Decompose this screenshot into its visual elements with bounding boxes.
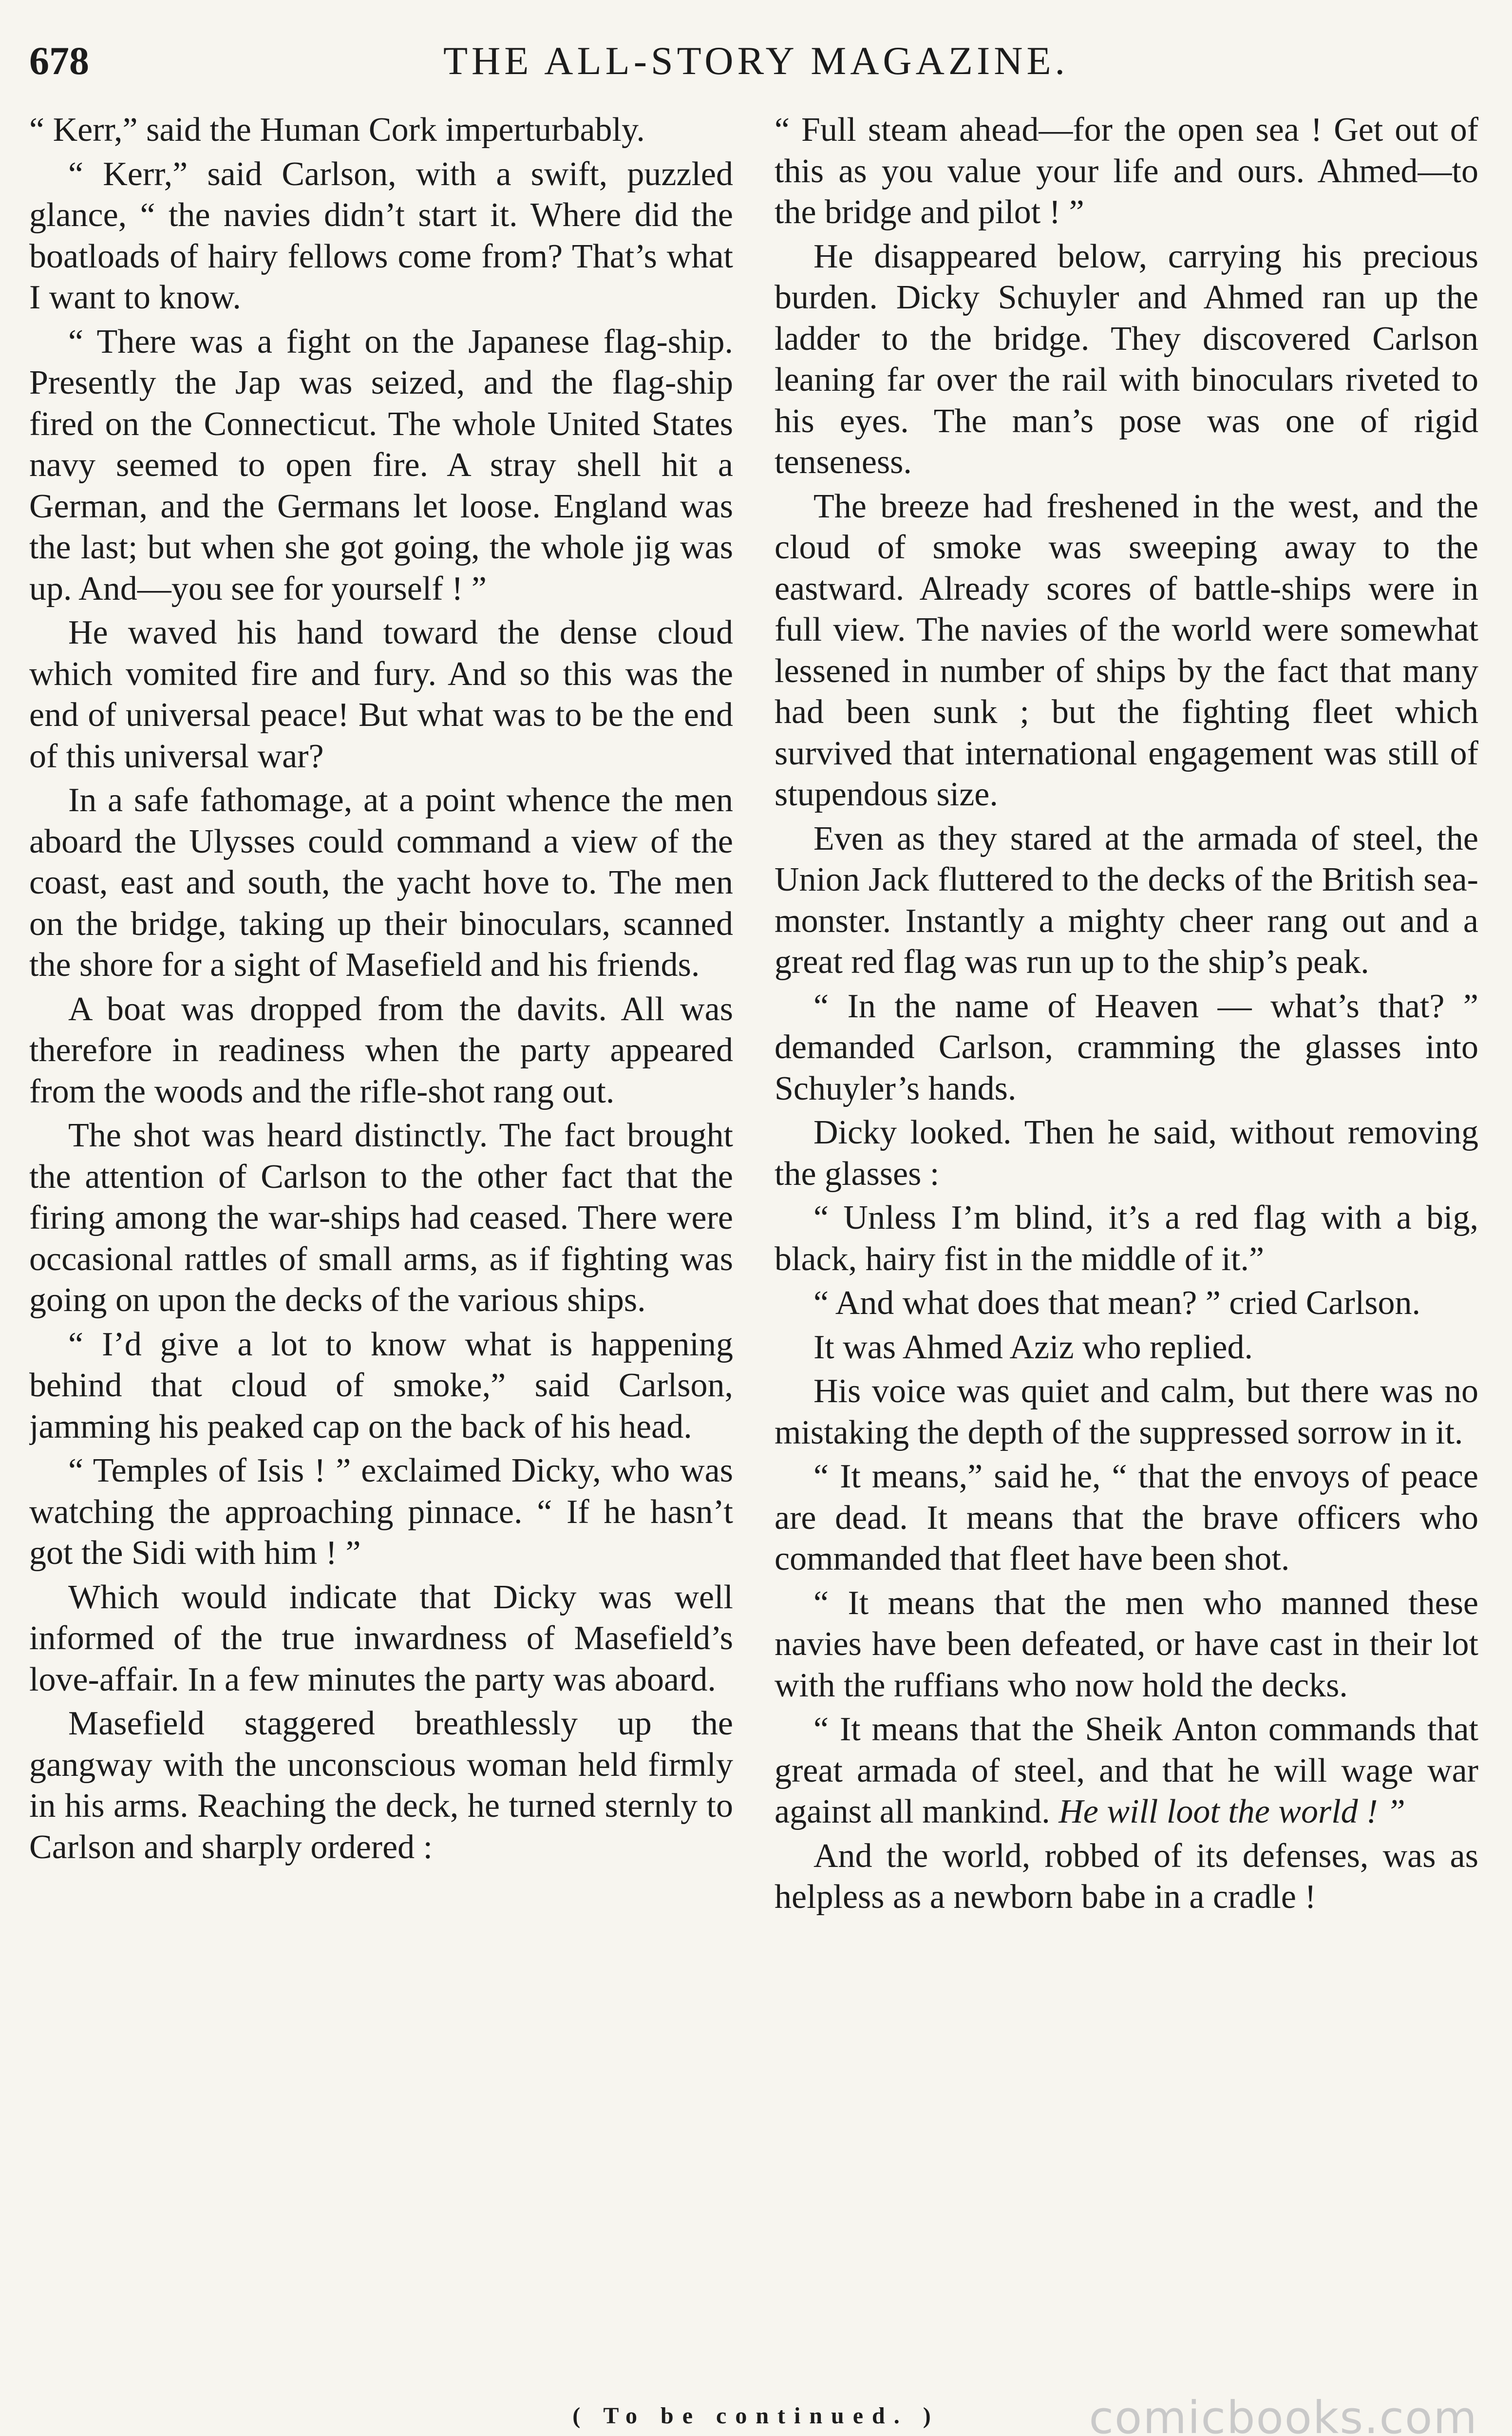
to-be-continued: ( To be continued. ) [572,2403,940,2429]
paragraph: “ It means,” said he, “ that the envoys of peace are dead. It means that the brave officers who commanded that fleet have been shot. [775,1458,1478,1578]
paragraph: In a safe fathomage, at a point whence the men aboard the Ulysses could command a view of the coast, east and south, the yacht hove to. The men on the bridge, taking up their binoculars, scanned the shore for a sight of Masefield and his friends. [29,781,733,984]
paragraph: Even as they stared at the armada of steel, the Union Jack fluttered to the decks of the British sea-monster. Instantly a mighty cheer rang out and a great red flag was run up to the ship’s peak. [775,819,1478,981]
page-header [29,29,1483,93]
paragraph: Which would indicate that Dicky was well informed of the true inwardness of Masefield’s love-affair. In a few minutes the party was aboard. [29,1578,733,1698]
left-column [29,110,733,2356]
paragraph: “ Kerr,” said Carlson, with a swift, puzzled glance, “ the navies didn’t start it. Where did the boatloads of hairy fellows come from? That’s what I want to know. [29,155,733,316]
paragraph: Dicky looked. Then he said, without removing the glasses : [775,1114,1478,1193]
paragraph: “ Unless I’m blind, it’s a red flag with a big, black, hairy fist in the middle of it.” [775,1199,1478,1278]
paragraph: “ There was a fight on the Japanese flag-ship. Presently the Jap was seized, and the flag-ship fired on the Connecticut. The whole United States navy seemed to open fire. A stray shell hit a German, and the Germans let loose. England was the last; but when she got going, the whole jig was up. And—you see for yourself ! ” [29,323,733,608]
running-title: THE ALL-STORY MAGAZINE. [443,38,1069,83]
paragraph: He disappeared below, carrying his precious burden. Dicky Schuyler and Ahmed ran up the ladder to the bridge. They discovered Carlson leaning far over the rail with binoculars riveted to his eyes. The man’s pose was one of rigid tenseness. [775,237,1478,481]
paragraph: “ Kerr,” said the Human Cork imperturbably. [29,111,645,149]
paragraph: “ Full steam ahead—for the open sea ! Get out of this as you value your life and ours. Ahmed—to the bridge and pilot ! ” [775,111,1478,231]
paragraph: And the world, robbed of its defenses, was as helpless as a newborn babe in a cradle ! [775,1837,1478,1916]
paragraph: Masefield staggered breathlessly up the gangway with the unconscious woman held firmly in his arms. Reaching the deck, he turned sternly to Carlson and sharply ordered : [29,1705,733,1866]
watermark: comicbooks.com [1089,2392,1478,2436]
paragraph-text: “ It means that the Sheik Anton commands that great armada of steel, and that he will wage war against all mankind. [775,1711,1478,1830]
paragraph: “ And what does that mean? ” cried Carlson. [813,1284,1420,1322]
paragraph: “ In the name of Heaven — what’s that? ” demanded Carlson, cramming the glasses into Schuyler’s hands. [775,987,1478,1107]
paragraph: “ It means that the men who manned these navies have been defeated, or have cast in their lot with the ruffians who now hold the decks. [775,1584,1478,1704]
paragraph [775,1709,1478,1833]
paragraph: “ Temples of Isis ! ” exclaimed Dicky, who was watching the approaching pinnace. “ If he hasn’t got the Sidi with him ! ” [29,1452,733,1572]
right-column [775,110,1478,2356]
page-number: 678 [29,38,89,83]
paragraph: His voice was quiet and calm, but there was no mistaking the depth of the suppressed sorrow in it. [775,1372,1478,1451]
paragraph: He waved his hand toward the dense cloud which vomited fire and fury. And so this was the end of universal peace! But what was to be the end of this universal war? [29,614,733,775]
paragraph: It was Ahmed Aziz who replied. [813,1328,1253,1366]
italic-phrase: He will loot the world ! ” [1058,1793,1405,1830]
paragraph: A boat was dropped from the davits. All was therefore in readiness when the party appeared from the woods and the rifle-shot rang out. [29,990,733,1110]
paragraph: The breeze had freshened in the west, and the cloud of smoke was sweeping away to the eastward. Already scores of battle-ships were in full view. The navies of the world were somewhat lessened in number of ships by the fact that many had been sunk ; but the fighting fleet which survived that international engagement was still of stupendous size. [775,487,1478,813]
paragraph: The shot was heard distinctly. The fact brought the attention of Carlson to the other fact that the firing among the war-ships had ceased. There were occasional rattles of small arms, as if fighting was going on upon the decks of the various ships. [29,1117,733,1319]
paragraph: “ I’d give a lot to know what is happening behind that cloud of smoke,” said Carlson, jamming his peaked cap on the back of his head. [29,1325,733,1446]
